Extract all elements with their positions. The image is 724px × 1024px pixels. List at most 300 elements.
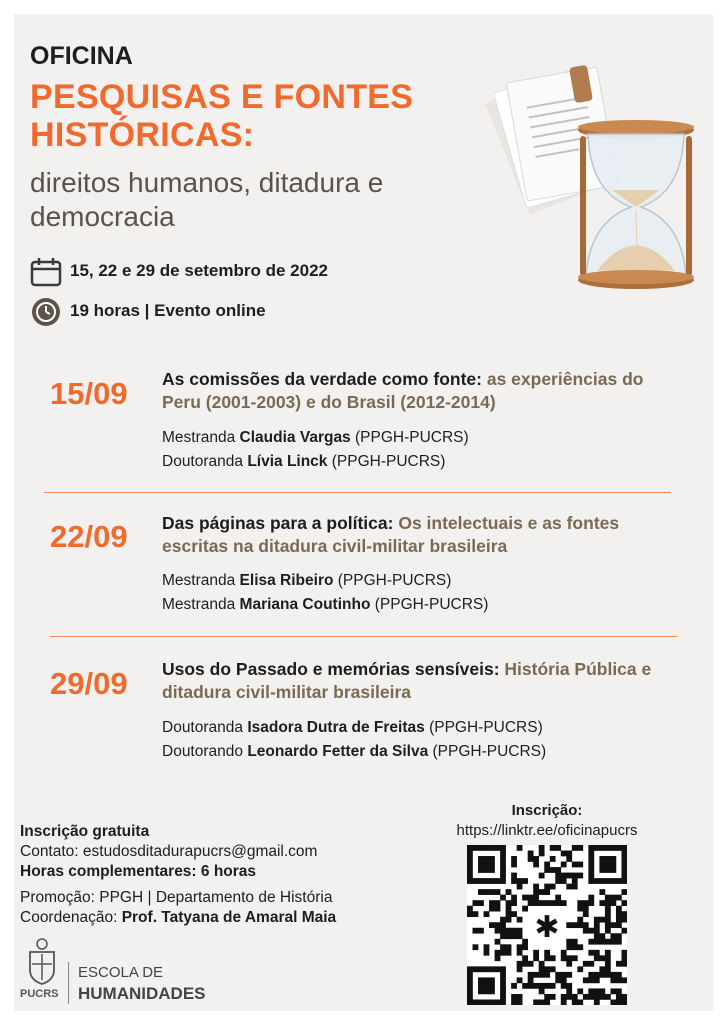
qr-module [566, 922, 572, 928]
qr-module [566, 972, 572, 978]
qr-module [533, 884, 539, 890]
coordination-name: Prof. Tatyana de Amaral Maia [121, 909, 337, 926]
qr-module [599, 955, 605, 961]
session-3-date: 29/09 [50, 666, 128, 701]
qr-module [561, 878, 567, 884]
qr-module [511, 928, 517, 934]
speaker-name: Lívia Linck [247, 453, 328, 470]
qr-module [544, 862, 550, 868]
qr-module [588, 994, 594, 1000]
coordination-label: Coordenação: [20, 909, 122, 926]
qr-module [605, 862, 611, 868]
qr-module [594, 845, 600, 851]
qr-module [484, 977, 490, 983]
qr-module [561, 873, 567, 879]
session-2-title [162, 512, 677, 558]
qr-module [610, 856, 616, 862]
qr-module [500, 928, 506, 934]
qr-module [517, 928, 523, 934]
qr-module [610, 867, 616, 873]
qr-module [500, 933, 506, 939]
qr-module [511, 856, 517, 862]
qr-module [583, 906, 589, 912]
qr-module [550, 994, 556, 1000]
qr-module [599, 966, 605, 972]
qr-module [489, 977, 495, 983]
qr-module [583, 961, 589, 967]
qr-module [561, 972, 567, 978]
clock-icon [31, 297, 61, 327]
qr-module [489, 983, 495, 989]
session-2-speaker-1 [162, 569, 451, 593]
qr-module [616, 845, 622, 851]
qr-module [621, 994, 627, 1000]
qr-module [550, 845, 556, 851]
qr-module [495, 928, 501, 934]
qr-module [566, 851, 572, 857]
qr-module [467, 977, 473, 983]
qr-module [588, 845, 594, 851]
qr-module [550, 955, 556, 961]
qr-module [561, 955, 567, 961]
qr-module [522, 983, 528, 989]
session-2-title-rest: Os intelectuais e as fontes escritas na ditadura civil-militar brasileira [162, 513, 620, 556]
speaker-name: Isadora Dutra de Freitas [247, 719, 425, 736]
qr-module [539, 851, 545, 857]
qr-module [489, 966, 495, 972]
qr-module [572, 862, 578, 868]
qr-center-icon: ✱ [534, 910, 560, 945]
qr-module [495, 939, 501, 945]
qr-module [500, 851, 506, 857]
hourglass-icon [578, 120, 694, 289]
qr-module [533, 972, 539, 978]
session-1-speaker-2 [162, 450, 445, 474]
qr-module [533, 862, 539, 868]
session-3-speaker-1 [162, 716, 543, 740]
qr-module [566, 994, 572, 1000]
qr-module [605, 972, 611, 978]
qr-module [484, 878, 490, 884]
qr-module [572, 922, 578, 928]
qr-module [528, 900, 534, 906]
qr-module [572, 944, 578, 950]
qr-module [572, 878, 578, 884]
qr-module [561, 994, 567, 1000]
qr-module [599, 994, 605, 1000]
qr-module [566, 939, 572, 945]
qr-module [511, 999, 517, 1005]
qr-module [566, 873, 572, 879]
qr-module [484, 889, 490, 895]
qr-module [605, 928, 611, 934]
speaker-affiliation: (PPGH-PUCRS) [333, 572, 452, 589]
qr-module [616, 917, 622, 923]
registration-link[interactable]: https://linktr.ee/oficinapucrs [456, 822, 638, 839]
qr-module [616, 933, 622, 939]
qr-module [500, 977, 506, 983]
qr-module [500, 994, 506, 1000]
qr-module [511, 911, 517, 917]
qr-module [572, 994, 578, 1000]
qr-module [478, 856, 484, 862]
qr-module [583, 977, 589, 983]
qr-module [588, 977, 594, 983]
qr-module [506, 911, 512, 917]
qr-module [594, 950, 600, 956]
footer-info [20, 822, 420, 928]
qr-module [539, 988, 545, 994]
qr-module [473, 999, 479, 1005]
qr-module [528, 972, 534, 978]
qr-module [528, 961, 534, 967]
qr-module [610, 862, 616, 868]
qr-module [610, 900, 616, 906]
qr-module [544, 900, 550, 906]
qr-module [489, 845, 495, 851]
qr-module [550, 884, 556, 890]
qr-module [588, 851, 594, 857]
qr-module [550, 983, 556, 989]
qr-module [500, 895, 506, 901]
qr-module [533, 950, 539, 956]
session-1-title-rest: as experiências do Peru (2001-2003) e do Brasil (2012-2014) [162, 369, 644, 412]
qr-module [561, 983, 567, 989]
qr-module [616, 977, 622, 983]
qr-module [544, 889, 550, 895]
speaker-name: Claudia Vargas [239, 429, 351, 446]
qr-module [594, 928, 600, 934]
qr-module [599, 917, 605, 923]
contact-email[interactable]: Contato: estudosditadurapucrs@gmail.com [20, 843, 318, 860]
qr-module [555, 977, 561, 983]
qr-module [588, 867, 594, 873]
qr-module [478, 900, 484, 906]
speaker-affiliation: (PPGH-PUCRS) [428, 743, 547, 760]
qr-module [599, 939, 605, 945]
session-2-date: 22/09 [50, 519, 128, 554]
qr-module [544, 994, 550, 1000]
qr-module [473, 845, 479, 851]
qr-module [577, 917, 583, 923]
session-3-title-rest: História Pública e ditadura civil-militar brasileira [162, 659, 652, 702]
speaker-affiliation: (PPGH-PUCRS) [327, 453, 446, 470]
qr-module [467, 873, 473, 879]
qr-module [467, 845, 473, 851]
qr-module [467, 988, 473, 994]
qr-module [550, 966, 556, 972]
session-1-speaker-1 [162, 426, 469, 450]
qr-module [478, 966, 484, 972]
qr-module [610, 895, 616, 901]
qr-module [605, 900, 611, 906]
qr-module [500, 950, 506, 956]
event-type-label: OFICINA [30, 42, 133, 70]
qr-module [605, 966, 611, 972]
qr-module [478, 867, 484, 873]
qr-module [550, 900, 556, 906]
qr-module [621, 862, 627, 868]
qr-module [605, 845, 611, 851]
coordination [20, 908, 420, 928]
qr-module [533, 895, 539, 901]
qr-module [599, 845, 605, 851]
subtitle [30, 166, 500, 234]
qr-module [555, 972, 561, 978]
qr-module [610, 988, 616, 994]
qr-module [566, 856, 572, 862]
qr-module [495, 922, 501, 928]
qr-module [500, 917, 506, 923]
speaker-affiliation: (PPGH-PUCRS) [350, 429, 469, 446]
qr-module [484, 950, 490, 956]
qr-module [533, 856, 539, 862]
qr-module [610, 977, 616, 983]
qr-module [473, 944, 479, 950]
qr-module [621, 955, 627, 961]
qr-module [561, 862, 567, 868]
qr-module [484, 867, 490, 873]
qr-module [495, 900, 501, 906]
complementary-hours: Horas complementares: 6 horas [20, 863, 257, 880]
title-line-2: HISTÓRICAS: [30, 116, 255, 154]
qr-module [566, 983, 572, 989]
qr-module [517, 999, 523, 1005]
speaker-role: Doutorando [162, 743, 248, 760]
qr-module [500, 845, 506, 851]
qr-module [583, 911, 589, 917]
school-name-line2: HUMANIDADES [78, 984, 206, 1003]
qr-module [522, 939, 528, 945]
title-line-1: PESQUISAS E FONTES [30, 78, 414, 116]
qr-module [539, 999, 545, 1005]
qr-module [572, 845, 578, 851]
speaker-name: Mariana Coutinho [239, 596, 371, 613]
qr-module [599, 933, 605, 939]
qr-module [484, 966, 490, 972]
qr-module [583, 900, 589, 906]
qr-module [544, 983, 550, 989]
qr-module [605, 895, 611, 901]
qr-module [495, 845, 501, 851]
qr-module [621, 856, 627, 862]
qr-module [588, 878, 594, 884]
qr-module [550, 856, 556, 862]
qr-module [572, 939, 578, 945]
qr-module [539, 983, 545, 989]
qr-module [610, 878, 616, 884]
qr-module [577, 944, 583, 950]
qr-module [484, 944, 490, 950]
session-3-speaker-2 [162, 740, 546, 764]
qr-module [467, 999, 473, 1005]
qr-module [577, 873, 583, 879]
logo-divider [68, 962, 69, 1004]
qr-module [484, 988, 490, 994]
qr-module [467, 862, 473, 868]
qr-module [500, 878, 506, 884]
qr-module [621, 999, 627, 1005]
qr-module [506, 944, 512, 950]
pucrs-logo-text: PUCRS [20, 988, 59, 1000]
qr-module [544, 999, 550, 1005]
qr-module [539, 972, 545, 978]
qr-module [588, 961, 594, 967]
divider [50, 636, 677, 637]
qr-module [599, 972, 605, 978]
speaker-name: Elisa Ribeiro [239, 572, 334, 589]
qr-module [599, 878, 605, 884]
qr-module [467, 966, 473, 972]
qr-module [528, 851, 534, 857]
session-1-title [162, 368, 677, 414]
qr-module [533, 889, 539, 895]
qr-module [594, 878, 600, 884]
qr-module [533, 900, 539, 906]
qr-module [484, 999, 490, 1005]
qr-module [605, 922, 611, 928]
qr-module [616, 972, 622, 978]
qr-module [533, 999, 539, 1005]
qr-module [566, 955, 572, 961]
qr-module [621, 889, 627, 895]
qr-module [621, 845, 627, 851]
qr-module [605, 961, 611, 967]
event-time: 19 horas | Evento online [70, 301, 266, 320]
qr-module [588, 972, 594, 978]
qr-module [517, 944, 523, 950]
subtitle-line-2: democracia [30, 201, 175, 232]
qr-code[interactable] [467, 845, 627, 1005]
qr-module [495, 966, 501, 972]
qr-module [467, 972, 473, 978]
qr-module [566, 884, 572, 890]
qr-module [621, 928, 627, 934]
qr-module [599, 862, 605, 868]
qr-module [500, 972, 506, 978]
qr-module [473, 900, 479, 906]
qr-module [621, 977, 627, 983]
qr-module [506, 933, 512, 939]
qr-module [616, 922, 622, 928]
qr-module [577, 966, 583, 972]
qr-module [561, 950, 567, 956]
qr-module [594, 994, 600, 1000]
qr-module [621, 917, 627, 923]
qr-module [500, 999, 506, 1005]
qr-module [478, 889, 484, 895]
qr-module [621, 961, 627, 967]
speaker-role: Mestranda [162, 596, 240, 613]
qr-module [544, 884, 550, 890]
qr-module [572, 955, 578, 961]
qr-module [555, 867, 561, 873]
qr-module [500, 862, 506, 868]
qr-module [522, 878, 528, 884]
qr-module [616, 895, 622, 901]
qr-module [506, 917, 512, 923]
school-name-line1: ESCOLA DE [78, 964, 164, 981]
qr-module [500, 867, 506, 873]
subtitle-line-1: direitos humanos, ditadura e [30, 167, 384, 198]
qr-module [467, 994, 473, 1000]
qr-module [495, 999, 501, 1005]
qr-module [517, 878, 523, 884]
qr-module [616, 961, 622, 967]
calendar-icon [30, 257, 62, 287]
qr-module [478, 988, 484, 994]
qr-module [522, 906, 528, 912]
qr-module [610, 939, 616, 945]
qr-module [577, 906, 583, 912]
speaker-role: Doutoranda [162, 719, 248, 736]
speaker-affiliation: (PPGH-PUCRS) [424, 719, 543, 736]
qr-module [605, 867, 611, 873]
qr-module [616, 988, 622, 994]
qr-module [555, 900, 561, 906]
qr-module [473, 928, 479, 934]
qr-module [621, 867, 627, 873]
qr-module [594, 972, 600, 978]
qr-module [495, 889, 501, 895]
qr-module [517, 966, 523, 972]
qr-module [588, 988, 594, 994]
qr-module [616, 999, 622, 1005]
qr-module [561, 999, 567, 1005]
qr-module [489, 999, 495, 1005]
qr-module [484, 911, 490, 917]
qr-module [577, 988, 583, 994]
qr-module [610, 933, 616, 939]
qr-module [594, 917, 600, 923]
qr-module [605, 955, 611, 961]
session-3-title-bold: Usos do Passado e memórias sensíveis: [162, 659, 500, 679]
qr-module [539, 845, 545, 851]
qr-module [478, 999, 484, 1005]
qr-module [467, 906, 473, 912]
qr-module [517, 961, 523, 967]
qr-module [610, 922, 616, 928]
qr-module [599, 988, 605, 994]
qr-module [489, 878, 495, 884]
qr-module [605, 994, 611, 1000]
qr-module [539, 961, 545, 967]
qr-module [478, 845, 484, 851]
qr-module [599, 867, 605, 873]
qr-module [588, 900, 594, 906]
qr-module [577, 999, 583, 1005]
qr-code-image [467, 845, 627, 1005]
qr-module [605, 878, 611, 884]
qr-module [511, 878, 517, 884]
qr-module [605, 939, 611, 945]
speaker-role: Mestranda [162, 572, 240, 589]
qr-module [500, 856, 506, 862]
qr-module [522, 961, 528, 967]
qr-module [621, 950, 627, 956]
qr-module [583, 922, 589, 928]
qr-module [533, 955, 539, 961]
qr-module [500, 983, 506, 989]
qr-module [588, 873, 594, 879]
speaker-affiliation: (PPGH-PUCRS) [370, 596, 489, 613]
qr-module [605, 950, 611, 956]
qr-module [605, 917, 611, 923]
qr-module [500, 873, 506, 879]
qr-module [473, 911, 479, 917]
qr-module [588, 856, 594, 862]
qr-module [473, 966, 479, 972]
